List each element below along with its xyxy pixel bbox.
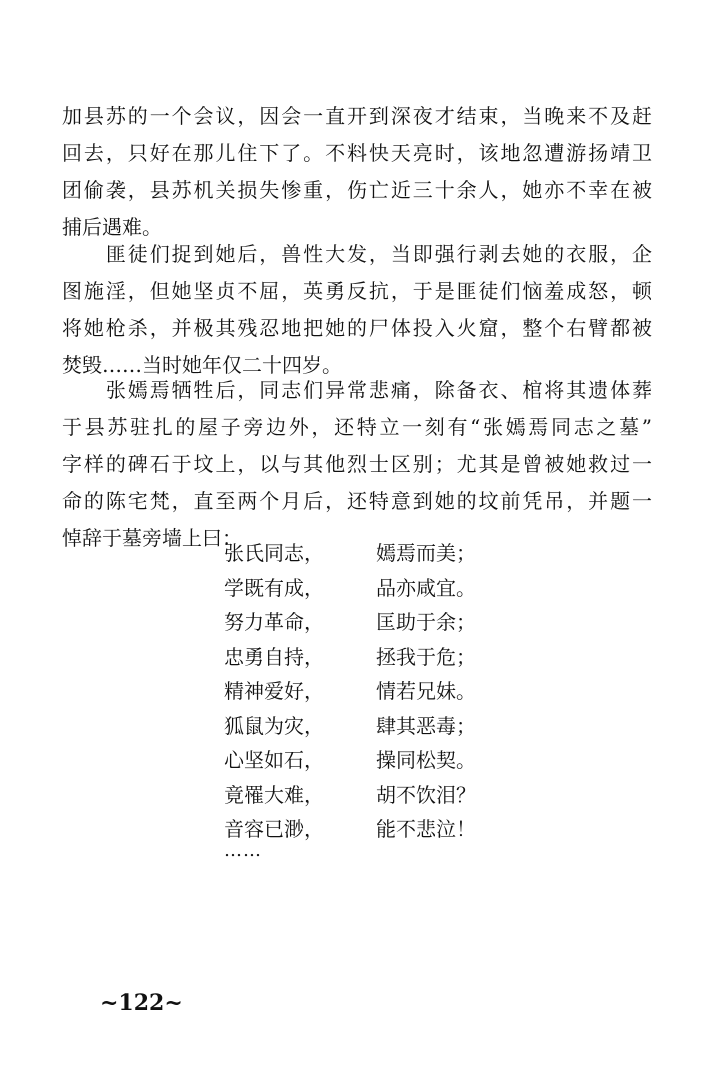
poem-second-half: 肆其恶毒； bbox=[376, 713, 476, 738]
text-line: 焚毁……当时她年仅二十四岁。 bbox=[62, 353, 342, 377]
poem-first-half: 心坚如石， bbox=[224, 748, 324, 772]
paragraph-2 bbox=[62, 236, 652, 384]
text-line: 将她枪杀，并极其残忍地把她的尸体投入火窟，整个右臂都被 bbox=[62, 316, 652, 340]
poem-line bbox=[224, 640, 524, 675]
poem-first-half: 张氏同志， bbox=[224, 541, 324, 565]
poem-second-half: 胡不饮泪？ bbox=[376, 782, 476, 807]
poem-second-half: 嫣焉而美； bbox=[376, 541, 476, 565]
text-line: 于县苏驻扎的屋子旁边外，还特立一刻有“张嫣焉同志之墓” bbox=[62, 415, 652, 439]
poem-second-half: 操同松契。 bbox=[376, 748, 476, 772]
paragraph-3 bbox=[62, 372, 652, 557]
text-line: 图施淫，但她坚贞不屈，英勇反抗，于是匪徒们恼羞成怒，顿 bbox=[62, 279, 652, 303]
poem-ellipsis: …… bbox=[224, 840, 262, 861]
poem-first-half: 音容已渺， bbox=[224, 817, 324, 841]
poem-line bbox=[224, 674, 524, 709]
text-line: 加县苏的一个会议，因会一直开到深夜才结束，当晚来不及赶 bbox=[62, 104, 652, 128]
poem-second-half: 拯我于危； bbox=[376, 644, 476, 669]
text-line: 团偷袭，县苏机关损失惨重，伤亡近三十余人，她亦不幸在被 bbox=[62, 178, 652, 202]
poem-first-half: 忠勇自持， bbox=[224, 644, 324, 669]
poem-first-half: 努力革命， bbox=[224, 610, 324, 634]
poem-line bbox=[224, 778, 524, 813]
poem-line bbox=[224, 812, 524, 847]
poem-second-half: 能不悲泣！ bbox=[376, 817, 476, 841]
paragraph-1 bbox=[62, 98, 652, 246]
poem-first-half: 精神爱好， bbox=[224, 679, 324, 703]
poem-line bbox=[224, 743, 524, 778]
poem-second-half: 品亦咸宜。 bbox=[376, 575, 476, 600]
poem-second-half: 匡助于余； bbox=[376, 610, 476, 634]
text-line: 捕后遇难。 bbox=[62, 215, 162, 239]
text-line: 字样的碑石于坟上，以与其他烈士区别；尤其是曾被她救过一 bbox=[62, 452, 652, 476]
text-line: 悼辞于墓旁墙上曰： bbox=[62, 526, 242, 550]
page-number: ~122~ bbox=[100, 990, 183, 1016]
text-line: 回去，只好在那儿住下了。不料快天亮时，该地忽遭游扬靖卫 bbox=[62, 141, 652, 165]
poem-line bbox=[224, 709, 524, 744]
text-line: 命的陈宅梵，直至两个月后，还特意到她的坟前凭吊，并题一 bbox=[62, 489, 652, 513]
poem-line bbox=[224, 571, 524, 606]
poem-line bbox=[224, 536, 524, 571]
poem-line bbox=[224, 605, 524, 640]
poem-first-half: 学既有成， bbox=[224, 575, 324, 600]
poem-first-half: 竟罹大难， bbox=[224, 782, 324, 807]
poem-second-half: 情若兄妹。 bbox=[376, 679, 476, 703]
eulogy-poem bbox=[224, 536, 524, 847]
text-line: 张嫣焉牺牲后，同志们异常悲痛，除备衣、棺将其遗体葬 bbox=[62, 378, 652, 402]
poem-first-half: 狐鼠为灾， bbox=[224, 713, 324, 738]
text-line: 匪徒们捉到她后，兽性大发，当即强行剥去她的衣服，企 bbox=[62, 242, 652, 266]
